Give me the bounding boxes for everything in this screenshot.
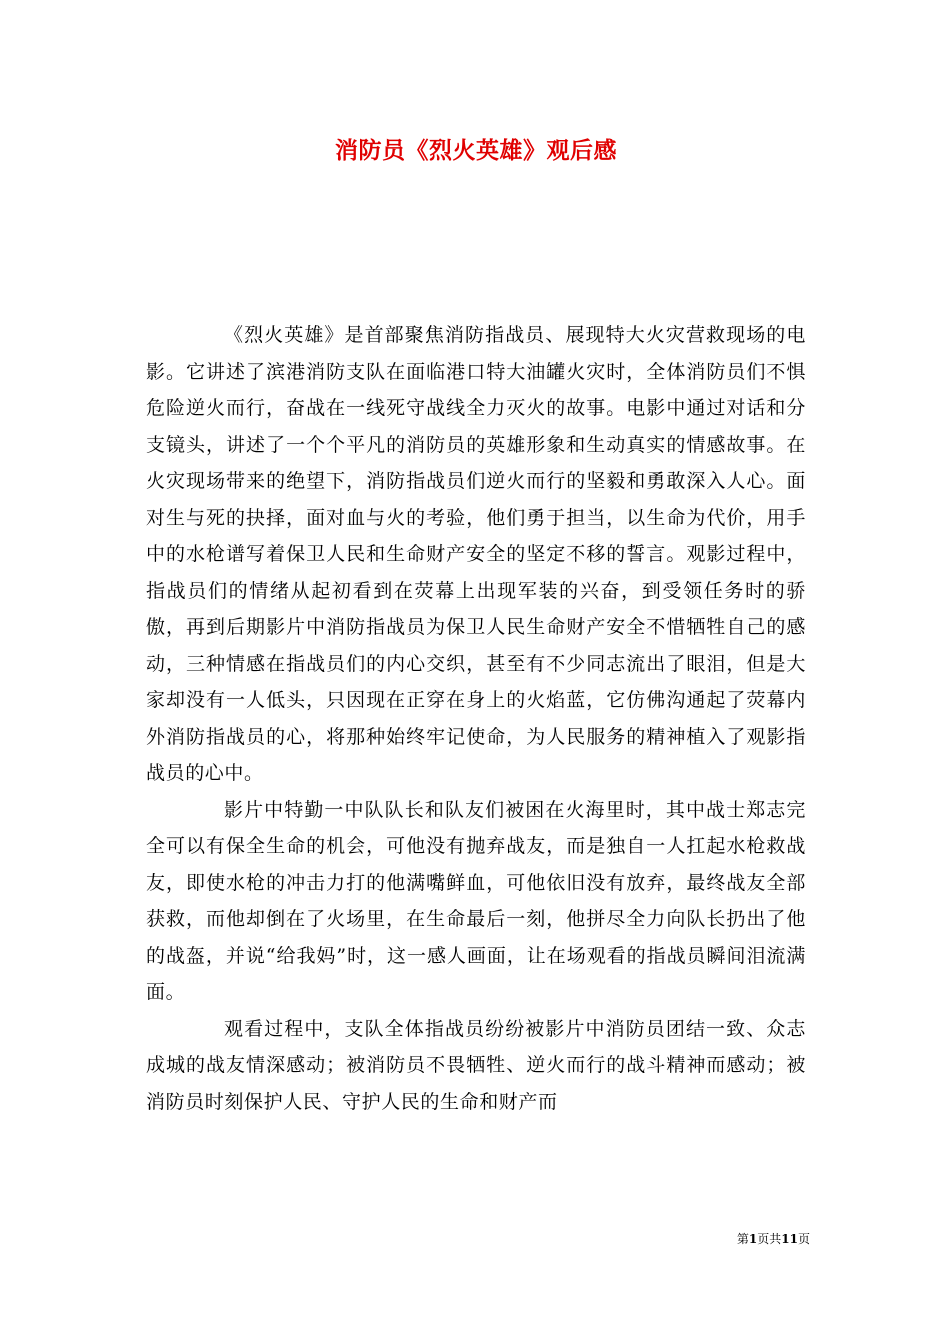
document-body xyxy=(146,317,806,1120)
document-title: 消防员《烈火英雄》观后感 xyxy=(335,137,617,164)
paragraph-2: 影片中特勤一中队队长和队友们被困在火海里时，其中战士郑志完全可以有保全生命的机会，可他没有抛弃战友，而是独自一人扛起水枪救战友，即使水枪的冲击力打的他满嘴鲜血，可他依旧没有放弃，最终战友全部获救，而他却倒在了火场里，在生命最后一刻，他拼尽全力向队长扔出了他的战盔，并说“给我妈”时，这一感人画面，让在场观看的指战员瞬间泪流满面。 xyxy=(146,798,806,1003)
footer-prefix: 第 xyxy=(736,1232,749,1246)
footer-total-pages: 11 xyxy=(781,1232,798,1246)
footer-current-page: 1 xyxy=(748,1232,758,1246)
footer-middle: 页共 xyxy=(757,1232,782,1246)
footer-suffix: 页 xyxy=(797,1232,810,1246)
page-number-footer xyxy=(700,1230,810,1247)
paragraph-3: 观看过程中，支队全体指战员纷纷被影片中消防员团结一致、众志成城的战友情深感动；被消防员不畏牺牲、逆火而行的战斗精神而感动；被消防员时刻保护人民、守护人民的生命和财产而 xyxy=(146,1017,806,1113)
paragraph-1: 《烈火英雄》是首部聚焦消防指战员、展现特大火灾营救现场的电影。它讲述了滨港消防支队在面临港口特大油罐火灾时，全体消防员们不惧危险逆火而行，奋战在一线死守战线全力灭火的故事。电影中通过对话和分支镜头，讲述了一个个平凡的消防员的英雄形象和生动真实的情感故事。在火灾现场带来的绝望下，消防指战员们逆火而行的坚毅和勇敢深入人心。面对生与死的抉择，面对血与火的考验，他们勇于担当，以生命为代价，用手中的水枪谱写着保卫人民和生命财产安全的坚定不移的誓言。观影过程中，指战员们的情绪从起初看到在荧幕上出现军装的兴奋，到受领任务时的骄傲，再到后期影片中消防指战员为保卫人民生命财产安全不惜牺牲自己的感动，三种情感在指战员们的内心交织，甚至有不少同志流出了眼泪，但是大家却没有一人低头，只因现在正穿在身上的火焰蓝，它仿佛沟通起了荧幕内外消防指战员的心，将那种始终牢记使命，为人民服务的精神植入了观影指战员的心中。 xyxy=(146,324,806,784)
